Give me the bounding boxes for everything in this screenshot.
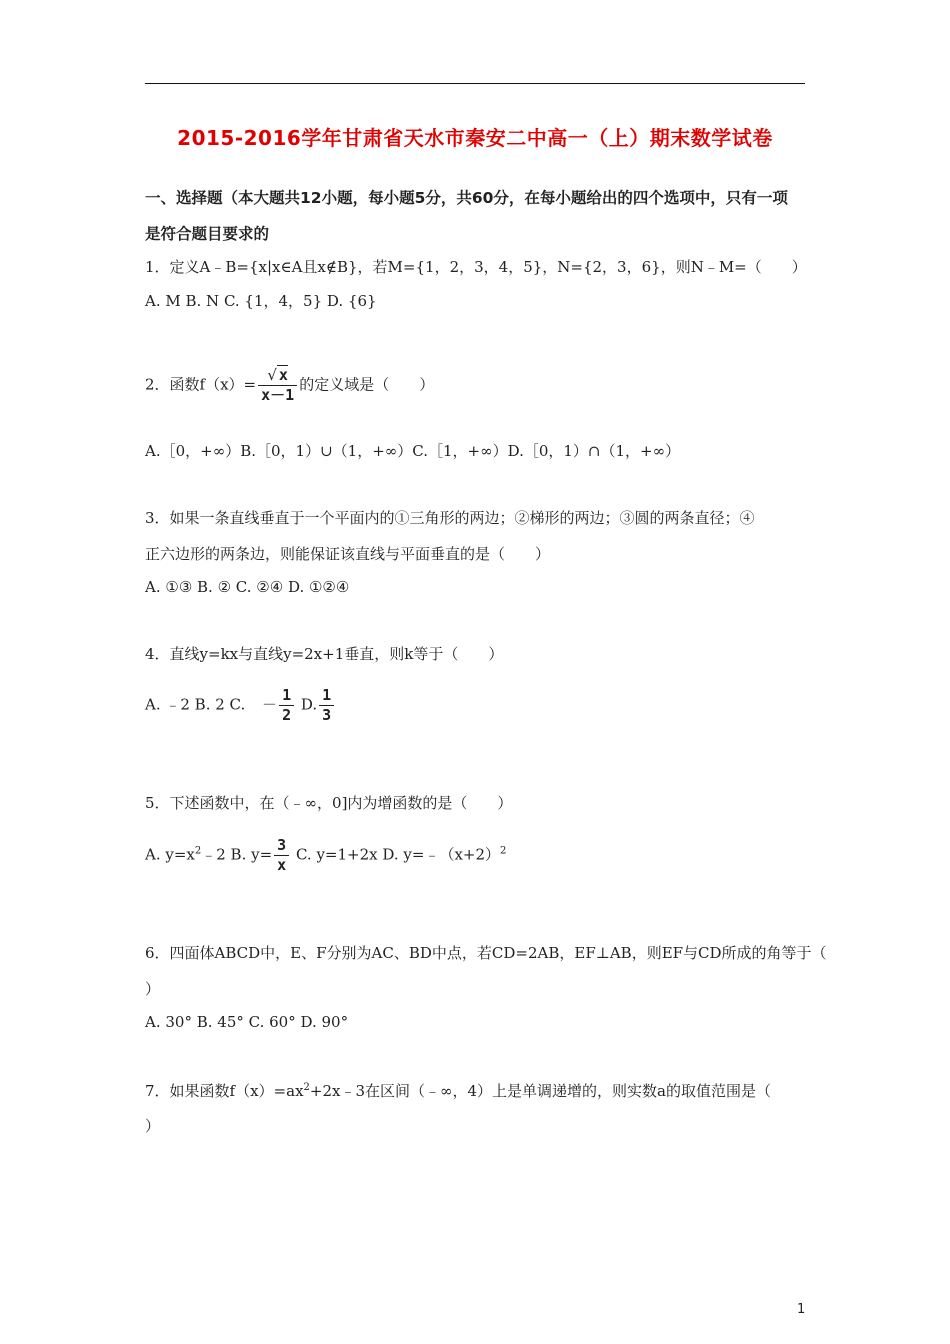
question-3-line1: 3．如果一条直线垂直于一个平面内的①三角形的两边；②梯形的两边；③圆的两条直径；④ xyxy=(145,509,755,527)
question-2-denominator: x－1 xyxy=(258,385,297,403)
question-5-b-fraction xyxy=(274,838,289,873)
question-4-c-sign: － xyxy=(262,695,278,714)
question-7-text-a: 7．如果函数f（x）=ax xyxy=(145,1082,304,1100)
question-4-c-fraction xyxy=(279,688,294,723)
question-4-d-numerator: 1 xyxy=(322,686,332,704)
question-7-text-b: +2x﹣3在区间（﹣∞，4）上是单调递增的，则实数a的取值范围是（ xyxy=(309,1082,772,1100)
question-5-b-numerator: 3 xyxy=(277,836,287,854)
question-3-line2: 正六边形的两条边，则能保证该直线与平面垂直的是（ ） xyxy=(145,545,551,563)
question-4-c-denominator: 2 xyxy=(279,705,294,723)
question-5-option-b-prefix: ﹣2 B. y= xyxy=(201,845,273,864)
question-2-prefix: 2．函数f（x）= xyxy=(145,375,257,394)
question-6-line2: ） xyxy=(145,980,161,998)
question-4-d-denominator: 3 xyxy=(319,705,334,723)
question-7-line1 xyxy=(145,1080,771,1101)
header-rule xyxy=(145,83,805,84)
question-2-numerator: x xyxy=(278,366,288,384)
question-1-stem: 1．定义A﹣B={x|x∈A且x∉B}，若M={1，2，3，4，5}，N={2，3，6}，则N﹣M=（ ） xyxy=(145,258,807,276)
exam-title: 2015-2016学年甘肃省天水市秦安二中高一（上）期末数学试卷 xyxy=(177,126,773,150)
question-5-stem: 5．下述函数中，在（﹣∞，0]内为增函数的是（ ） xyxy=(145,794,513,812)
question-2-stem xyxy=(145,368,434,403)
question-4-stem: 4．直线y=kx与直线y=2x+1垂直，则k等于（ ） xyxy=(145,645,504,663)
question-4-options-abc: A. ﹣2 B. 2 C. xyxy=(145,695,246,714)
question-5-option-a: A. y=x xyxy=(145,845,195,864)
question-7-line2: ） xyxy=(145,1117,161,1135)
question-5-b-denominator: x xyxy=(274,855,289,873)
section-heading-line2: 是符合题目要求的 xyxy=(145,225,270,243)
question-4-c-numerator: 1 xyxy=(282,686,292,704)
question-6-line1: 6．四面体ABCD中，E、F分别为AC、BD中点，若CD=2AB，EF⊥AB，则EF与CD所成的角等于（ xyxy=(145,944,827,962)
question-4-d-label: D. xyxy=(300,695,318,714)
question-3-options: A. ①③ B. ② C. ②④ D. ①②④ xyxy=(145,578,350,596)
section-heading-line1: 一、选择题（本大题共12小题，每小题5分，共60分，在每小题给出的四个选项中，只有一项 xyxy=(145,189,788,207)
question-6-options: A. 30° B. 45° C. 60° D. 90° xyxy=(145,1013,349,1031)
question-4-d-fraction xyxy=(319,688,334,723)
sqrt-icon: √ xyxy=(267,366,277,384)
question-5-options xyxy=(145,838,506,873)
page-number: 1 xyxy=(797,1302,806,1317)
question-5-option-d-exponent: 2 xyxy=(500,845,507,857)
question-1-options: A. M B. N C. {1，4，5} D. {6} xyxy=(145,292,377,310)
question-2-suffix: 的定义域是（ ） xyxy=(299,375,435,394)
question-4-options xyxy=(145,688,336,723)
question-5-options-cd: C. y=1+2x D. y=﹣（x+2） xyxy=(291,845,501,864)
question-2-fraction xyxy=(258,368,297,403)
question-5-option-a-exponent: 2 xyxy=(194,845,202,857)
question-7-exponent: 2 xyxy=(303,1082,310,1093)
question-2-options: A.［0，+∞）B.［0，1）∪（1，+∞）C.［1，+∞）D.［0，1）∩（1，+∞） xyxy=(145,442,681,460)
